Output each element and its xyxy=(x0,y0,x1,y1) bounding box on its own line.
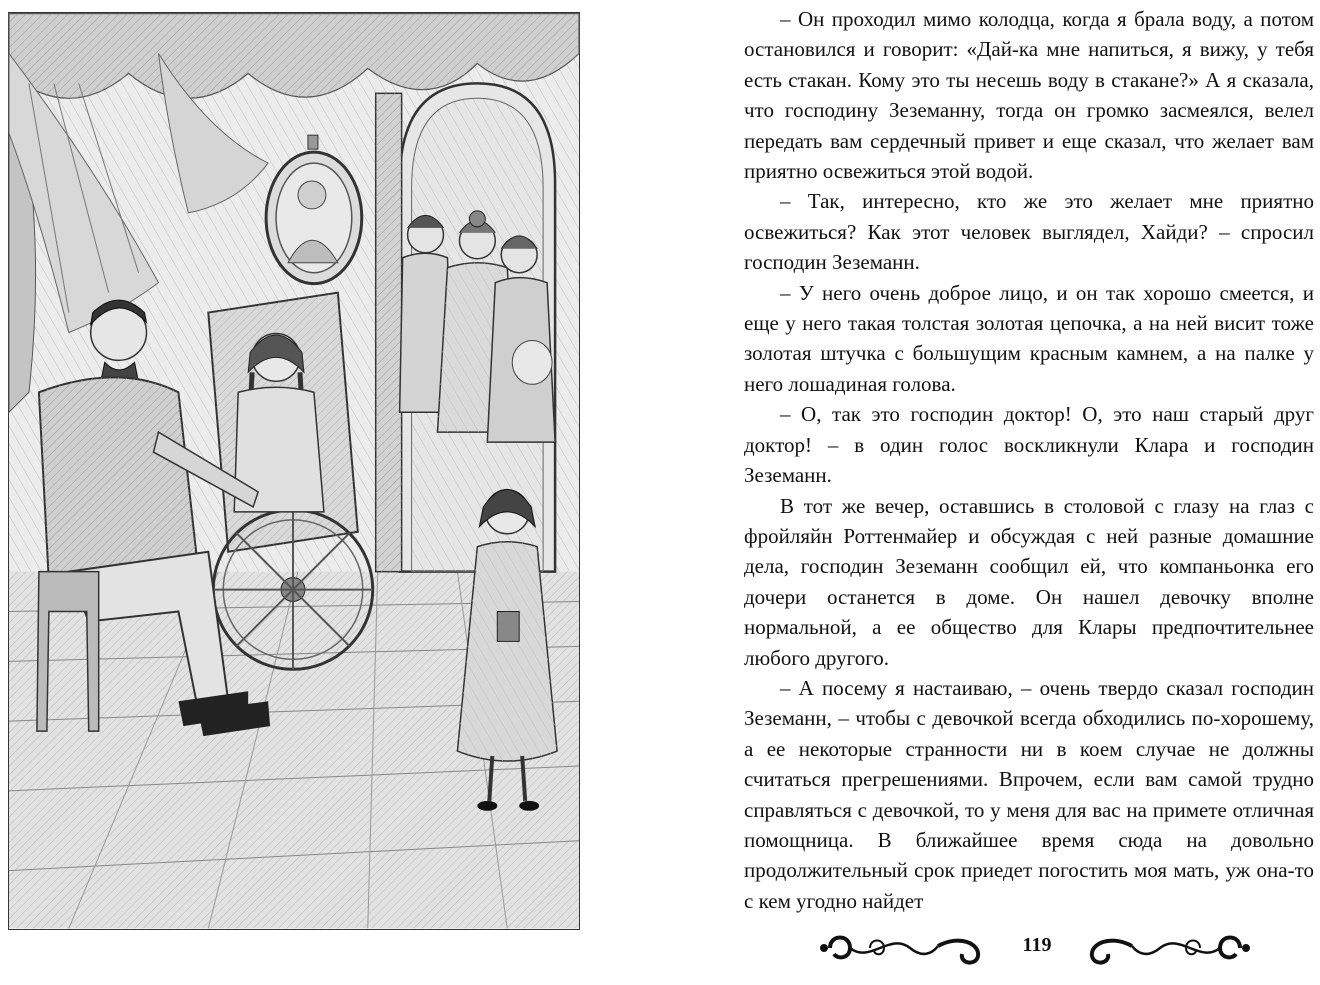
paragraph: – У него очень доброе лицо, и он так хорошо смеется, и еще у него такая толстая золотая цепочка, а на ней висит тоже золотая штучка с большущим красным камнем, а на палке у него лошадиная голова. xyxy=(744,280,1314,396)
paragraph: – О, так это господин доктор! О, это наш старый друг доктор! – в один голос воскликнули Клара и господин Зеземанн. xyxy=(744,402,1314,488)
text-page xyxy=(744,4,1314,913)
three-women-in-doorway xyxy=(400,211,555,442)
page-footer xyxy=(810,918,1314,974)
page-number: 119 xyxy=(1022,934,1052,956)
illustration xyxy=(8,12,580,930)
paragraph: В тот же вечер, оставшись в столовой с глазу на глаз с фройляйн Роттенмайер и обсуждая с ней разные домашние дела, господин Зеземанн сообщил ей, что компаньонка его дочери останется в доме. Он нашел девочку вполне нормальной, а ее общество для Клары предпочтительнее любого другого. xyxy=(744,493,1314,670)
paragraph: – Он проходил мимо колодца, когда я брала воду, а потом остановился и говорит: «Дай-ка мне напиться, я вижу, у тебя есть стакан. Кому это ты несешь воду в стакане?» А я сказала, что господину Зеземанну, тогда он громко засмеялся, велел передать вам сердечный привет и еще сказал, что желает вам приятно освежиться этой водой. xyxy=(744,7,1314,184)
illustration-drawing xyxy=(9,13,579,929)
ornament-right-icon xyxy=(1074,924,1260,972)
ornament-left-icon xyxy=(810,924,996,972)
paragraph: – А посему я настаиваю, – очень твердо сказал господин Зеземанн, – чтобы с девочкой всегда обходились по-хорошему, а ее некоторые странности ни в коем случае не должны считаться прегрешениями. Впрочем, если вам самой трудно справляться с девочкой, то у меня для вас на примете отличная помощница. В ближайшее время сюда на довольно продолжительный срок приедет погостить моя мать, уж она-то с кем угодно найдет xyxy=(744,675,1314,913)
paragraph: – Так, интересно, кто же это желает мне приятно освежиться? Как этот человек выглядел, Хайди? – спросил господин Зеземанн. xyxy=(744,189,1314,275)
